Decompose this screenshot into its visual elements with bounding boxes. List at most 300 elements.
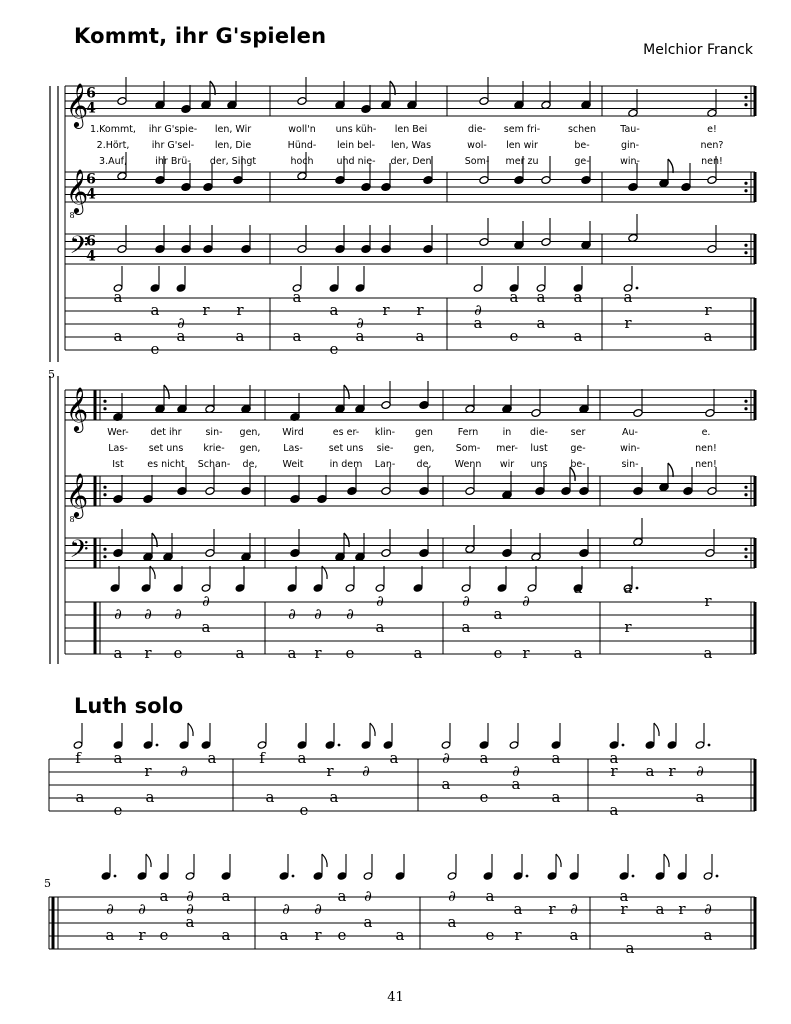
tab-letter: ∂ — [346, 605, 354, 623]
tab-letter: a — [235, 327, 245, 345]
tab-letter: r — [382, 301, 390, 319]
tab-letter: e — [173, 644, 183, 662]
tab-letter: a — [265, 788, 275, 806]
tab-letter: a — [695, 788, 705, 806]
lyric-syllable: len, Wir — [214, 124, 252, 135]
note-flag — [210, 81, 215, 95]
lyric-syllable: len Bei — [394, 124, 428, 135]
tab-letter: a — [536, 288, 546, 306]
time-signature-upper: 6 — [86, 233, 96, 250]
lyric-syllable: Schan- — [197, 459, 231, 470]
tab-letter: e — [493, 644, 503, 662]
rhythm-dot — [526, 875, 529, 878]
rhythm-dot — [338, 744, 341, 747]
tab-letter: a — [292, 288, 302, 306]
lyric-syllable: klin- — [374, 427, 396, 438]
lyric-syllable: Wenn — [454, 459, 482, 470]
rhythm-flag — [257, 741, 267, 749]
tab-letter: ∂ — [314, 900, 322, 918]
lyric-syllable: de, — [242, 459, 258, 470]
lyric-line-verse-1b — [0, 427, 791, 441]
lyric-syllable: und nie- — [336, 156, 376, 167]
rhythm-flag — [363, 872, 373, 880]
lyric-syllable: lust — [530, 443, 548, 454]
tab-letter: ∂ — [356, 314, 364, 332]
tab-letter: a — [329, 301, 339, 319]
tab-letter: a — [623, 579, 633, 597]
tab-letter: a — [441, 775, 451, 793]
time-signature-lower: 4 — [86, 248, 96, 265]
tab-letter: a — [447, 913, 457, 931]
lyric-syllable: gin- — [620, 140, 640, 151]
repeat-dot — [744, 96, 747, 99]
tab-letter: a — [105, 926, 115, 944]
tab-letter: a — [150, 301, 160, 319]
tab-letter: a — [645, 762, 655, 780]
tab-letter: a — [159, 887, 169, 905]
lyric-syllable: det ihr — [150, 427, 182, 438]
rhythm-flag — [461, 584, 471, 592]
repeat-dot — [744, 493, 747, 496]
rhythm-flag — [703, 872, 713, 880]
tab-letter: r — [624, 618, 632, 636]
lyric-syllable: Wer- — [107, 427, 129, 438]
rhythm-flag — [150, 284, 160, 292]
rhythm-dot — [622, 744, 625, 747]
rhythm-flag — [527, 584, 537, 592]
rhythm-flag-tail — [370, 723, 375, 736]
lyric-syllable: ihr G'spie- — [148, 124, 198, 135]
lyric-line-verse-2b — [0, 443, 791, 457]
repeat-dot — [744, 244, 747, 247]
rhythm-flag — [609, 741, 619, 749]
tab-letter: a — [235, 644, 245, 662]
lyric-syllable: Las- — [108, 443, 128, 454]
lyric-syllable: be- — [574, 140, 590, 151]
rhythm-flag — [395, 872, 405, 880]
tab-letter: a — [573, 644, 583, 662]
tab-letter: a — [609, 801, 619, 819]
rhythm-flag — [667, 741, 677, 749]
rhythm-flag — [297, 741, 307, 749]
lyric-syllable: die- — [530, 427, 548, 438]
tab-letter: r — [416, 301, 424, 319]
rhythm-flag — [447, 872, 457, 880]
tab-letter: e — [329, 340, 339, 358]
rhythm-flag — [383, 741, 393, 749]
lyric-syllable: sem fri- — [503, 124, 541, 135]
rhythm-flag — [110, 584, 120, 592]
tab-letter: r — [514, 926, 522, 944]
bass-clef-icon: 𝄢 — [69, 231, 89, 266]
lyric-syllable: gen, — [239, 443, 261, 454]
system-number: 5 — [48, 368, 55, 381]
rhythm-dot — [632, 875, 635, 878]
tab-letter: a — [221, 887, 231, 905]
lyric-syllable: set uns — [328, 443, 364, 454]
lyric-syllable: sin- — [621, 459, 639, 470]
rhythm-flag-tail — [322, 854, 327, 867]
lyric-syllable: set uns — [148, 443, 184, 454]
tab-letter: r — [314, 926, 322, 944]
tab-letter: a — [375, 618, 385, 636]
rhythm-flag — [201, 584, 211, 592]
tab-letter: r — [522, 644, 530, 662]
lyric-syllable: ge- — [570, 443, 586, 454]
tab-letter: a — [113, 644, 123, 662]
rhythm-dot — [636, 287, 639, 290]
tab-letter: ∂ — [512, 762, 520, 780]
time-signature-upper: 6 — [86, 171, 96, 188]
lyric-syllable: woll'n — [288, 124, 316, 135]
repeat-dot — [744, 189, 747, 192]
tab-letter: a — [461, 618, 471, 636]
lyric-syllable: der, Singt — [209, 156, 257, 167]
lyric-syllable: ihr Brü- — [155, 156, 191, 167]
tab-letter: ∂ — [144, 605, 152, 623]
tab-letter: r — [326, 762, 334, 780]
tab-letter: a — [536, 314, 546, 332]
tab-letter: ∂ — [442, 749, 450, 767]
rhythm-flag — [185, 872, 195, 880]
rhythm-flag — [569, 872, 579, 880]
rhythm-flag — [325, 741, 335, 749]
tab-letter: e — [509, 327, 519, 345]
tab-letter: ∂ — [138, 900, 146, 918]
tab-letter: r — [704, 301, 712, 319]
tab-letter: r — [678, 900, 686, 918]
tab-letter: a — [573, 327, 583, 345]
tab-letter: a — [479, 749, 489, 767]
rhythm-flag — [355, 284, 365, 292]
note-flag — [152, 533, 157, 547]
tab-letter: a — [363, 913, 373, 931]
note-flag — [344, 385, 349, 399]
tab-letter: a — [113, 327, 123, 345]
repeat-dot — [744, 486, 747, 489]
rhythm-flag — [329, 284, 339, 292]
rhythm-flag-tail — [556, 854, 561, 867]
tab-letter: a — [395, 926, 405, 944]
tab-letter: a — [473, 314, 483, 332]
tab-letter: r — [668, 762, 676, 780]
tab-letter: a — [201, 618, 211, 636]
tab-letter: r — [144, 644, 152, 662]
tab-letter: ∂ — [114, 605, 122, 623]
tab-letter: a — [513, 900, 523, 918]
tab-letter: e — [113, 801, 123, 819]
tab-letter: a — [619, 887, 629, 905]
repeat-dot — [744, 182, 747, 185]
lyric-syllable: gen, — [413, 443, 435, 454]
tab-letter: r — [144, 762, 152, 780]
rhythm-flag — [279, 872, 289, 880]
tab-letter: a — [329, 788, 339, 806]
repeat-dot — [744, 407, 747, 410]
repeat-dot — [744, 555, 747, 558]
lyric-syllable: gen — [415, 427, 433, 438]
tab-letter: a — [511, 775, 521, 793]
rhythm-flag — [159, 872, 169, 880]
tab-letter: r — [624, 314, 632, 332]
tab-letter: r — [202, 301, 210, 319]
tab-letter: a — [221, 926, 231, 944]
rhythm-flag — [345, 584, 355, 592]
tab-letter: a — [493, 605, 503, 623]
tab-letter: a — [389, 749, 399, 767]
rhythm-flag — [179, 741, 189, 749]
lyric-syllable: krie- — [203, 443, 225, 454]
treble-clef-icon: 𝄞 — [65, 169, 89, 213]
tab-letter: ∂ — [282, 900, 290, 918]
lyric-line-verse-2 — [0, 140, 791, 154]
rhythm-flag — [509, 741, 519, 749]
tab-letter: ∂ — [522, 592, 530, 610]
rhythm-flag — [497, 584, 507, 592]
rhythm-dot — [708, 744, 711, 747]
rhythm-flag — [361, 741, 371, 749]
lyric-syllable: Weit — [282, 459, 304, 470]
rhythm-flag — [479, 741, 489, 749]
rhythm-flag — [513, 872, 523, 880]
tab-letter: r — [138, 926, 146, 944]
treble-clef-icon: 𝄞 — [65, 83, 89, 127]
tab-letter: f — [259, 749, 265, 767]
rhythm-dot — [156, 744, 159, 747]
lyric-syllable: schen — [567, 124, 597, 135]
tab-letter: ∂ — [364, 887, 372, 905]
time-signature-lower: 4 — [86, 186, 96, 203]
tab-letter: a — [75, 788, 85, 806]
lyric-syllable: be- — [570, 459, 586, 470]
tab-letter: a — [569, 926, 579, 944]
lyric-syllable: Ist — [112, 459, 124, 470]
lyric-syllable: sie- — [376, 443, 394, 454]
rhythm-flag — [287, 584, 297, 592]
tab-letter: ∂ — [202, 592, 210, 610]
tab-letter: r — [610, 762, 618, 780]
tab-letter: ∂ — [186, 900, 194, 918]
rhythm-flag — [375, 584, 385, 592]
tab-letter: e — [479, 788, 489, 806]
rhythm-flag — [235, 584, 245, 592]
tab-letter: a — [703, 327, 713, 345]
system-number: 5 — [44, 877, 51, 890]
tab-letter: a — [176, 327, 186, 345]
repeat-dot — [744, 400, 747, 403]
lyric-syllable: Las- — [283, 443, 303, 454]
lyric-syllable: lein bel- — [336, 140, 376, 151]
lyric-syllable: es nicht — [147, 459, 185, 470]
lyric-syllable: wol- — [467, 140, 487, 151]
lyric-syllable: sin- — [205, 427, 223, 438]
tab-letter: ∂ — [180, 762, 188, 780]
rhythm-flag — [337, 872, 347, 880]
lyric-syllable: es er- — [332, 427, 360, 438]
rhythm-flag-tail — [654, 723, 659, 736]
tab-letter: a — [623, 288, 633, 306]
lyric-syllable: e! — [707, 124, 717, 135]
time-signature-lower: 4 — [86, 100, 96, 117]
tab-letter: r — [548, 900, 556, 918]
tab-letter: a — [113, 749, 123, 767]
rhythm-flag — [483, 872, 493, 880]
tab-letter: ∂ — [570, 900, 578, 918]
lyric-syllable: win- — [620, 156, 640, 167]
rhythm-flag — [221, 872, 231, 880]
repeat-dot — [103, 486, 106, 489]
tab-letter: a — [573, 288, 583, 306]
octave-marker: 8 — [69, 211, 75, 220]
lyric-syllable: len wir — [506, 140, 538, 151]
tab-letter: a — [551, 749, 561, 767]
lyric-syllable: hoch — [290, 156, 314, 167]
lyric-syllable: nen! — [695, 459, 717, 470]
repeat-dot — [744, 251, 747, 254]
rhythm-flag — [313, 872, 323, 880]
piece-title: Kommt, ihr G'spielen — [74, 24, 327, 48]
lyric-syllable: in — [502, 427, 512, 438]
page-number: 41 — [387, 990, 404, 1005]
rhythm-dot — [292, 875, 295, 878]
lyric-syllable: mer- — [496, 443, 518, 454]
rhythm-flag — [655, 872, 665, 880]
tab-letter: a — [573, 579, 583, 597]
tab-letter: a — [292, 327, 302, 345]
rhythm-flag — [473, 284, 483, 292]
lyric-syllable: len, Was — [390, 140, 432, 151]
tab-letter: ∂ — [448, 887, 456, 905]
note-flag — [164, 385, 169, 399]
tab-letter: ∂ — [186, 887, 194, 905]
rhythm-flag-tail — [146, 854, 151, 867]
lyric-line-verse-3b — [0, 459, 791, 473]
tab-letter: a — [185, 913, 195, 931]
time-signature-upper: 6 — [86, 85, 96, 102]
lyric-syllable: nen! — [695, 443, 717, 454]
lyric-syllable: nen? — [700, 140, 724, 151]
lyric-syllable: Fern — [457, 427, 479, 438]
tab-letter: a — [207, 749, 217, 767]
tab-letter: a — [113, 288, 123, 306]
rhythm-flag — [645, 741, 655, 749]
rhythm-flag — [141, 584, 151, 592]
lyric-syllable: 1.Kommt, — [90, 124, 136, 135]
tab-letter: a — [703, 926, 713, 944]
lyric-syllable: nen! — [701, 156, 723, 167]
rhythm-flag — [176, 284, 186, 292]
rhythm-dot — [636, 587, 639, 590]
repeat-dot — [103, 407, 106, 410]
tab-letter: ∂ — [696, 762, 704, 780]
tab-letter: a — [145, 788, 155, 806]
rhythm-flag — [551, 741, 561, 749]
tab-letter: r — [620, 900, 628, 918]
treble-clef-icon: 𝄞 — [65, 473, 89, 517]
lyric-syllable: ser — [570, 427, 586, 438]
bass-clef-icon: 𝄢 — [69, 535, 89, 570]
tab-letter: ∂ — [474, 301, 482, 319]
tab-letter: ∂ — [362, 762, 370, 780]
tab-letter: a — [485, 887, 495, 905]
lyric-syllable: Wird — [282, 427, 304, 438]
repeat-dot — [103, 400, 106, 403]
rhythm-flag — [313, 584, 323, 592]
rhythm-flag — [677, 872, 687, 880]
rhythm-dot — [716, 875, 719, 878]
tab-letter: ∂ — [376, 592, 384, 610]
lyric-syllable: mer zu — [505, 156, 539, 167]
lyric-syllable: 3.Auf, — [99, 156, 127, 167]
lyric-syllable: der, Den — [390, 156, 432, 167]
octave-marker: 8 — [69, 515, 75, 524]
lyric-syllable: uns küh- — [335, 124, 377, 135]
lyric-syllable: 2.Hört, — [96, 140, 130, 151]
tab-letter: a — [509, 288, 519, 306]
tab-letter: ∂ — [314, 605, 322, 623]
tab-letter: a — [703, 644, 713, 662]
section-title: Luth solo — [74, 694, 184, 718]
tab-letter: ∂ — [462, 592, 470, 610]
lyric-syllable: Au- — [622, 427, 638, 438]
treble-clef-icon: 𝄞 — [65, 387, 89, 431]
tab-letter: e — [345, 644, 355, 662]
lyric-syllable: e. — [701, 427, 711, 438]
rhythm-flag — [547, 872, 557, 880]
lyric-syllable: in dem — [329, 459, 363, 470]
tab-letter: e — [159, 926, 169, 944]
repeat-dot — [744, 548, 747, 551]
lyric-syllable: win- — [620, 443, 640, 454]
rhythm-flag — [201, 741, 211, 749]
lyric-syllable: Tau- — [620, 124, 640, 135]
tab-letter: a — [355, 327, 365, 345]
tab-letter: a — [655, 900, 665, 918]
lyric-line-verse-3 — [0, 156, 791, 170]
tab-letter: ∂ — [174, 605, 182, 623]
lyric-syllable: de, — [416, 459, 432, 470]
lyric-syllable: ge- — [574, 156, 590, 167]
rhythm-flag — [137, 872, 147, 880]
composer-name: Melchior Franck — [643, 42, 753, 58]
lyric-syllable: len, Die — [214, 140, 252, 151]
tab-letter: ∂ — [177, 314, 185, 332]
repeat-dot — [103, 493, 106, 496]
rhythm-flag — [73, 741, 83, 749]
tab-letter: a — [625, 939, 635, 957]
rhythm-flag — [101, 872, 111, 880]
lyric-syllable: Hünd- — [287, 140, 317, 151]
tab-letter: a — [415, 327, 425, 345]
repeat-dot — [103, 548, 106, 551]
rhythm-flag — [143, 741, 153, 749]
repeat-dot — [103, 555, 106, 558]
tab-letter: ∂ — [106, 900, 114, 918]
note-flag — [390, 81, 395, 95]
repeat-dot — [744, 103, 747, 106]
rhythm-flag — [619, 872, 629, 880]
lyric-syllable: Lan- — [374, 459, 396, 470]
tab-letter: a — [609, 749, 619, 767]
lyric-line-verse-1 — [0, 124, 791, 138]
tab-letter: a — [279, 926, 289, 944]
lyric-syllable: gen, — [239, 427, 261, 438]
lyric-syllable: die- — [468, 124, 486, 135]
rhythm-flag — [173, 584, 183, 592]
rhythm-flag — [113, 741, 123, 749]
tab-letter: a — [337, 887, 347, 905]
note-flag — [344, 533, 349, 547]
